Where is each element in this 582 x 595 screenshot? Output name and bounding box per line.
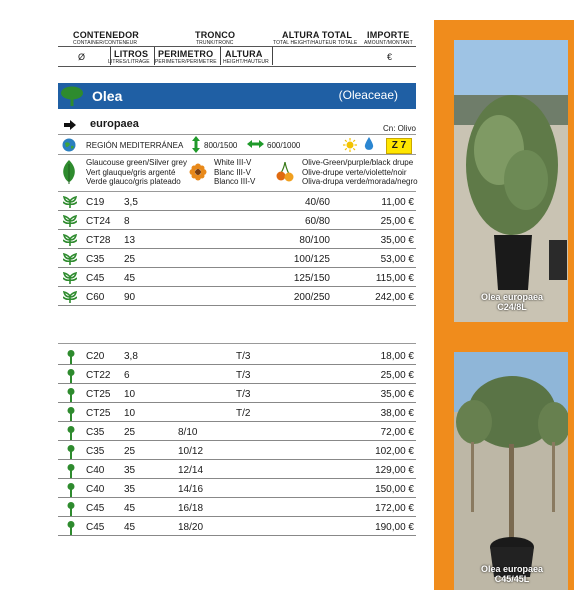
altura-total-value: 200/250 [293, 292, 330, 303]
price-value: 53,00 € [380, 254, 414, 265]
spread-range: 600/1000 [267, 141, 301, 150]
perimetro-value: 14/16 [178, 484, 204, 495]
table-row [58, 385, 416, 403]
altura-total-value: 60/80 [304, 216, 330, 227]
header-perimetro: PERIMETRO [158, 49, 214, 59]
foliage-line: Glaucouse green/Silver grey [86, 158, 187, 167]
euro-symbol: € [387, 52, 393, 62]
container-code: C19 [86, 197, 105, 208]
container-code: C45 [86, 273, 105, 284]
standard-tree-icon [67, 388, 75, 402]
family-name: (Oleaceae) [338, 88, 398, 102]
altura-total-value: 100/125 [293, 254, 330, 265]
price-value: 115,00 € [375, 273, 414, 284]
row-divider [58, 248, 416, 249]
olive-bush-photo [454, 40, 568, 322]
fruit-line: Olive-Green/purple/black drupe [302, 158, 414, 167]
perimetro-value: 12/14 [178, 465, 204, 476]
row-divider [58, 440, 416, 441]
container-code: C45 [86, 503, 105, 514]
price-value: 25,00 € [380, 216, 414, 227]
header-rule-top [58, 46, 416, 47]
width-arrow-icon [247, 140, 264, 148]
header-altura: ALTURA [225, 49, 263, 59]
altura-total-value: 80/100 [299, 235, 330, 246]
standard-table-top-rule [58, 343, 416, 344]
row-divider [58, 459, 416, 460]
litros-value: 45 [124, 273, 136, 284]
common-name: Cn: Olivo [383, 124, 416, 133]
standard-tree-icon [67, 350, 75, 364]
container-code: C35 [86, 427, 105, 438]
tree-icon [59, 85, 85, 107]
row-divider [58, 210, 416, 211]
litros-value: 10 [124, 389, 136, 400]
container-code: CT22 [86, 370, 111, 381]
top-photo-caption [462, 292, 562, 312]
table-row [58, 193, 416, 211]
header-importe: IMPORTE [367, 30, 410, 40]
price-value: 11,00 € [381, 197, 414, 208]
container-code: CT24 [86, 216, 111, 227]
litros-value: 13 [124, 235, 136, 246]
fruit-line: Olive-drupe verte/violette/noir [302, 167, 407, 177]
container-code: C20 [86, 351, 105, 362]
price-value: 25,00 € [380, 370, 414, 381]
fruit-description [302, 158, 418, 187]
olive-tree-image [454, 352, 568, 590]
standard-tree-icon [67, 521, 75, 535]
olive-tree-photo [454, 352, 568, 590]
altura-total-value: 125/150 [293, 273, 330, 284]
foliage-line: Verde glauco/gris plateado [86, 177, 181, 186]
bottom-photo-caption [462, 564, 562, 584]
bottom-caption-line2: C45/45L [494, 574, 530, 584]
container-code: C45 [86, 522, 105, 533]
price-value: 38,00 € [380, 408, 414, 419]
altitude-range: 800/1500 [204, 141, 238, 150]
container-code: C35 [86, 446, 105, 457]
bush-icon [63, 253, 77, 265]
region-rule [58, 154, 416, 155]
litros-value: 25 [124, 446, 136, 457]
header-tronco: TRONCO [195, 30, 236, 40]
header-rule-bottom [58, 66, 416, 67]
altura-total-value: 40/60 [304, 197, 330, 208]
foliage-line: Vert glauque/gris argenté [86, 167, 176, 177]
water-drop-icon [364, 137, 374, 152]
flower-line: Blanc III-V [214, 167, 251, 177]
header-contenedor-sub: CONTAINER/CONTENEUR [73, 40, 138, 46]
row-divider [58, 286, 416, 287]
genus-title-bar [58, 83, 416, 109]
region-name: REGIÓN MEDITERRÁNEA [86, 141, 184, 150]
perimetro-value: 8/10 [178, 427, 198, 438]
table-row [58, 347, 416, 365]
row-divider [58, 535, 416, 536]
standard-tree-icon [67, 502, 75, 516]
header-altura-total: ALTURA TOTAL [282, 30, 353, 40]
row-divider [58, 364, 416, 365]
price-value: 129,00 € [375, 465, 414, 476]
species-rule [58, 134, 416, 135]
table-row [58, 499, 416, 517]
price-value: 190,00 € [375, 522, 414, 533]
price-value: 18,00 € [380, 351, 414, 362]
container-code: CT28 [86, 235, 111, 246]
globe-icon [62, 138, 76, 152]
table-row [58, 461, 416, 479]
flower-line: Blanco III-V [214, 177, 256, 186]
flower-line: White III-V [214, 158, 252, 167]
standard-tree-icon [67, 445, 75, 459]
header-altura-total-sub: TOTAL HEIGHT/HAUTEUR TOTALE [273, 40, 358, 46]
table-row [58, 269, 416, 287]
row-divider [58, 497, 416, 498]
species-name: europaea [90, 118, 139, 130]
price-value: 72,00 € [380, 427, 414, 438]
table-row [58, 250, 416, 268]
altura-value: T/3 [236, 370, 251, 381]
header-altura-sub: HEIGHT/HAUTEUR [223, 59, 269, 65]
olive-bush-image [454, 40, 568, 322]
header-divider [272, 47, 273, 65]
header-importe-sub: AMOUNT/MONTANT [364, 40, 413, 46]
price-value: 172,00 € [375, 503, 414, 514]
foliage-description [86, 158, 187, 187]
row-divider [58, 516, 416, 517]
bush-icon [63, 196, 77, 208]
table-row [58, 442, 416, 460]
standard-tree-icon [67, 464, 75, 478]
fruit-icon [276, 162, 294, 182]
bush-icon [63, 234, 77, 246]
sun-icon [343, 138, 357, 152]
litros-value: 8 [124, 216, 130, 227]
diameter-symbol: Ø [78, 52, 86, 62]
description-rule [58, 191, 416, 192]
perimetro-value: 18/20 [178, 522, 204, 533]
bush-icon [63, 272, 77, 284]
row-divider [58, 267, 416, 268]
container-code: CT25 [86, 389, 111, 400]
litros-value: 90 [124, 292, 136, 303]
row-divider [58, 229, 416, 230]
table-row [58, 518, 416, 536]
litros-value: 45 [124, 503, 136, 514]
bush-icon [63, 215, 77, 227]
litros-value: 45 [124, 522, 136, 533]
table-row [58, 212, 416, 230]
table-row [58, 423, 416, 441]
header-tronco-sub: TRUNK/TRONC [196, 40, 234, 46]
row-divider [58, 383, 416, 384]
table-row [58, 231, 416, 249]
table-row [58, 288, 416, 306]
header-litros-sub: LITRES/LITRAGE [108, 59, 150, 65]
fruit-line: Oliva-drupa verde/morada/negro [302, 177, 418, 186]
header-divider [220, 47, 221, 65]
price-value: 35,00 € [380, 389, 414, 400]
altura-value: T/3 [236, 351, 251, 362]
table-row [58, 404, 416, 422]
top-caption-line2: C24/8L [497, 302, 527, 312]
row-divider [58, 305, 416, 306]
container-code: C35 [86, 254, 105, 265]
container-code: C40 [86, 465, 105, 476]
bush-icon [63, 291, 77, 303]
price-value: 242,00 € [375, 292, 414, 303]
standard-tree-icon [67, 407, 75, 421]
litros-value: 3,5 [124, 197, 138, 208]
genus-name: Olea [92, 88, 123, 104]
header-contenedor: CONTENEDOR [73, 30, 140, 40]
row-divider [58, 402, 416, 403]
price-value: 102,00 € [375, 446, 414, 457]
container-code: C60 [86, 292, 105, 303]
altura-value: T/3 [236, 389, 251, 400]
header-perimetro-sub: PERIMETER/PERIMETRE [155, 59, 217, 65]
container-code: CT25 [86, 408, 111, 419]
table-row [58, 480, 416, 498]
litros-value: 3,8 [124, 351, 138, 362]
arrow-right-icon [64, 120, 76, 130]
litros-value: 35 [124, 484, 136, 495]
top-caption-line1: Olea europaea [480, 292, 544, 302]
row-divider [58, 421, 416, 422]
flower-icon [189, 163, 207, 181]
flower-description [214, 158, 255, 187]
leaf-icon [61, 160, 77, 184]
litros-value: 25 [124, 254, 136, 265]
container-code: C40 [86, 484, 105, 495]
table-row [58, 366, 416, 384]
litros-value: 10 [124, 408, 136, 419]
altura-value: T/2 [236, 408, 251, 419]
litros-value: 25 [124, 427, 136, 438]
price-value: 150,00 € [375, 484, 414, 495]
photo-band [434, 20, 574, 590]
perimetro-value: 16/18 [178, 503, 204, 514]
standard-tree-icon [67, 426, 75, 440]
litros-value: 35 [124, 465, 136, 476]
litros-value: 6 [124, 370, 130, 381]
header-litros: LITROS [114, 49, 149, 59]
standard-tree-icon [67, 483, 75, 497]
perimetro-value: 10/12 [178, 446, 204, 457]
hardiness-zone-badge: Z 7 [386, 138, 412, 154]
price-value: 35,00 € [380, 235, 414, 246]
height-arrow-icon [192, 136, 200, 153]
bottom-caption-line1: Olea europaea [480, 564, 544, 574]
row-divider [58, 478, 416, 479]
standard-tree-icon [67, 369, 75, 383]
